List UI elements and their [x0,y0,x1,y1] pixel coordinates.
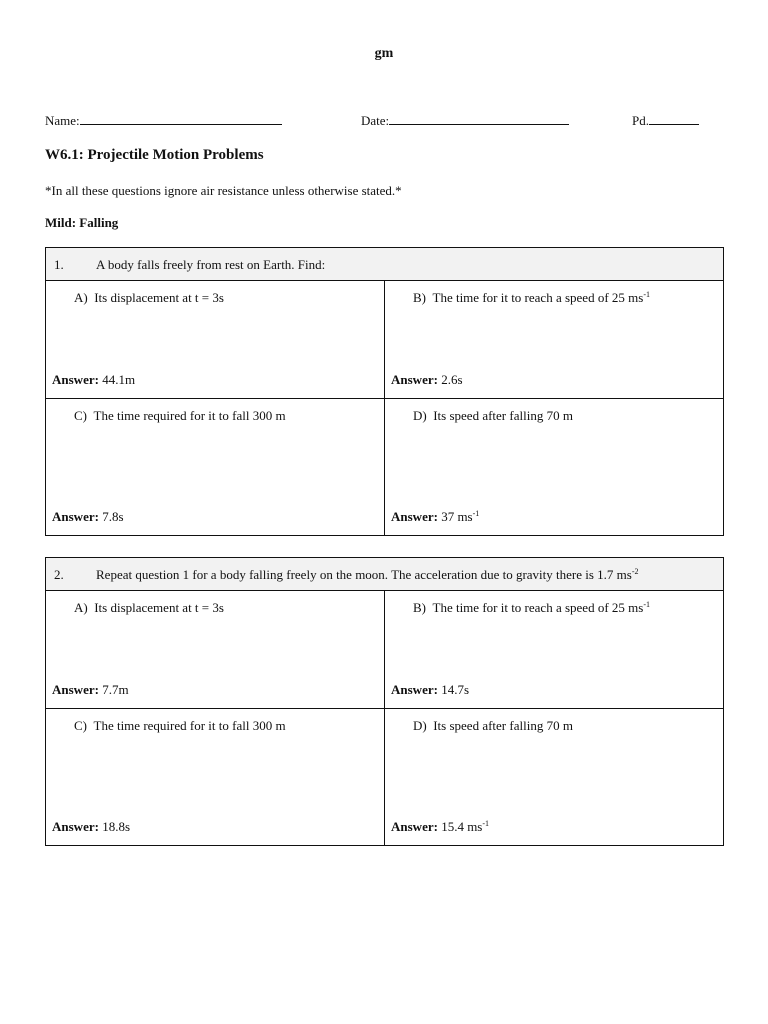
date-blank [389,113,569,125]
question-1-header [46,248,724,281]
part-prompt: A) Its displacement at t = 3s [74,600,224,615]
question-text: Repeat question 1 for a body falling freely on the moon. The acceleration due to gravity there is 1.7 $ms^{-2}$ [96,567,639,582]
question-number: 2. [54,567,64,582]
question-2-header [46,558,724,591]
part-answer: Answer: 15.4 $ms^{-1}$ [391,819,490,834]
section-heading: Mild: Falling [45,215,119,230]
question-2-part-a [46,591,385,709]
part-prompt: D) Its speed after falling 70 m [413,408,573,423]
question-1-part-d [385,399,724,536]
period-label: Pd. [632,113,649,128]
question-2-part-d [385,709,724,846]
part-prompt: A) Its displacement at t = 3s [74,290,224,305]
question-1-table [45,247,724,536]
question-1-part-a [46,281,385,399]
worksheet-title: W6.1: Projectile Motion Problems [45,147,264,163]
part-answer: Answer: 7.8s [52,509,124,524]
question-2-table [45,557,724,846]
part-answer: Answer: 44.1m [52,372,136,387]
question-1-part-b [385,281,724,399]
date-label: Date: [361,113,390,128]
instructions-note: *In all these questions ignore air resistance unless otherwise stated.* [45,183,402,198]
period-field [632,113,699,129]
part-prompt: B) The time for it to reach a speed of 25 $ms^{-1}$ [413,290,650,305]
name-field [45,113,282,129]
part-answer: Answer: 7.7m [52,682,129,697]
part-answer: Answer: 14.7s [391,682,469,697]
part-answer: Answer: 2.6s [391,372,463,387]
part-prompt: C) The time required for it to fall 300 m [74,408,286,423]
question-2-part-c [46,709,385,846]
header-label: gm [374,46,394,61]
question-2-part-b [385,591,724,709]
period-blank [649,113,699,125]
part-answer: Answer: 18.8s [52,819,130,834]
name-label: Name: [45,113,80,128]
question-1-part-c [46,399,385,536]
question-text: A body falls freely from rest on Earth. Find: [96,257,326,272]
part-prompt: D) Its speed after falling 70 m [413,718,573,733]
part-prompt: B) The time for it to reach a speed of 25 $ms^{-1}$ [413,600,650,615]
part-prompt: C) The time required for it to fall 300 m [74,718,286,733]
date-field [361,113,569,129]
part-answer: Answer: 37 $ms^{-1}$ [391,509,480,524]
question-number: 1. [54,257,64,272]
name-blank [80,113,282,125]
